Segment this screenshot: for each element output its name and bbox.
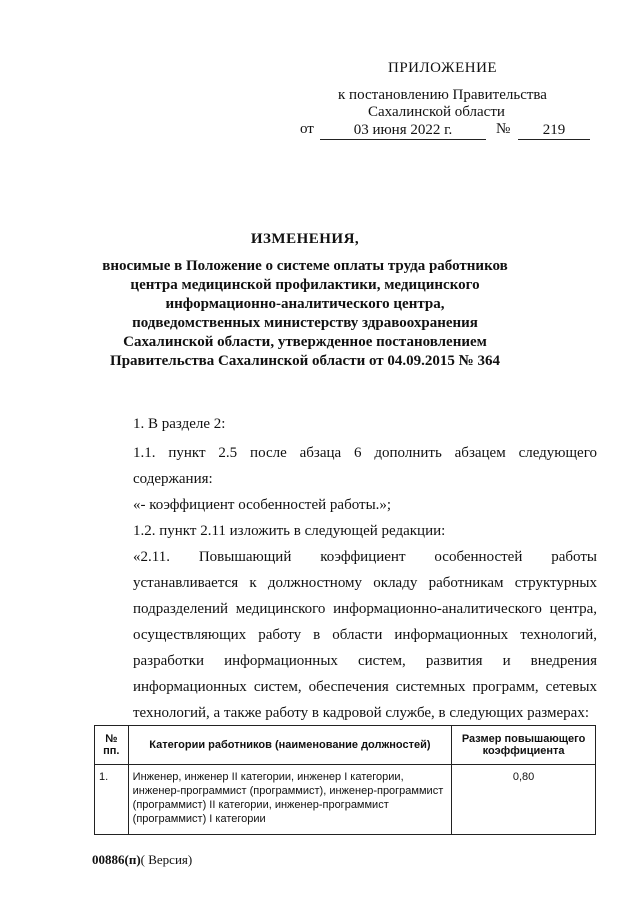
appendix-line-2: Сахалинской области [368,104,505,120]
header-coefficient: Размер повышающего коэффициента [452,726,596,765]
from-label: от [300,121,314,137]
paragraph-2: 1.1. пункт 2.5 после абзаца 6 дополнить абзацем следующего содержания: [133,445,597,487]
row-number: 1. [95,765,129,835]
table-row [95,765,596,835]
heading-body: вносимые в Положение о системе оплаты труда работников центра медицинской профилактики, медицинского информационно-аналитического центра, подведомственных министерству здравоохранения Сахалинской области, утвержденное постановлением Правительства Сахалинской области от 04.09.2015 № 364 [102,258,508,369]
row-coefficient: 0,80 [452,765,596,835]
decree-date: 03 июня 2022 г. [320,121,486,140]
paragraph-5: «2.11. Повышающий коэффициент особенностей работы устанавливается к должностному окладу работникам структурных подразделений медицинского информационно-аналитического центра, осуществляющих работу в области информационных технологий, разработки информационных систем, развития и внедрения информационных систем, обеспечения системных программ, сетевых технологий, а также работу в кадровой службе, в следующих размерах: [133,549,597,721]
paragraph-3: «- коэффициент особенностей работы.»; [133,497,392,513]
paragraph-4: 1.2. пункт 2.11 изложить в следующей редакции: [133,523,446,539]
table-header-row [95,726,596,765]
coefficient-table [94,725,596,835]
document-code: 00886(п) [92,852,141,867]
document-body [92,411,597,726]
heading-title: ИЗМЕНЕНИЯ, [250,231,360,247]
footer-code [92,852,192,868]
document-heading [100,230,510,371]
document-version: ( Версия) [140,852,193,867]
appendix-title: ПРИЛОЖЕНИЕ [388,60,498,76]
decree-date-row [296,121,596,141]
number-label: № [496,121,511,137]
header-category: Категории работников (наименование должностей) [128,726,452,765]
row-category: Инженер, инженер II категории, инженер I категории, инженер-программист (программист), инженер-программист (программист) II категории, инженер-программист (программист) I категории [128,765,452,835]
appendix-line-1: к постановлению Правительства [338,87,547,103]
paragraph-1: 1. В разделе 2: [133,416,226,432]
header-number: № пп. [95,726,129,765]
decree-number: 219 [518,121,590,140]
